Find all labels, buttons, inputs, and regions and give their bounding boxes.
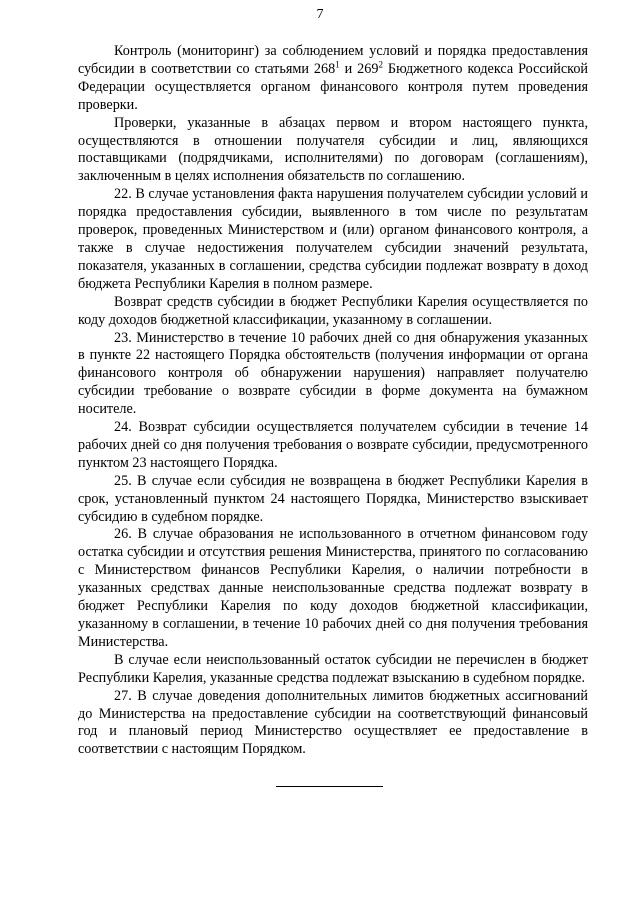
paragraph-clause-24: 24. Возврат субсидии осуществляется получателем субсидии в течение 14 рабочих дней со дня получения требования о возврате субсидии, предусмотренного пунктом 23 настоящего Порядка. — [78, 419, 588, 471]
paragraph-text: и 269 — [339, 60, 379, 77]
paragraph-clause-26: 26. В случае образования не использованного в отчетном финансовом году остатка субсидии и отсутствия решения Министерства, принятого по согласованию с Министерством финансов Республики Карелия, о наличии потребности в указанных средствах данные неиспользованные средства подлежат возврату в бюджет Республики Карелия по коду доходов бюджетной классификации, указанному в соглашении, в течение 10 рабочих дней со дня получения требования Министерства. — [78, 526, 588, 650]
superscript-1: 1 — [335, 59, 340, 70]
page-number: 7 — [316, 7, 324, 22]
paragraph-inspections: Проверки, указанные в абзацах первом и втором настоящего пункта, осуществляются в отношении получателя субсидии и лиц, являющихся поставщиками (подрядчиками, исполнителями) по договорам (соглашениям), заключенным в целях исполнения обязательств по соглашению. — [78, 114, 588, 185]
superscript-2: 2 — [378, 59, 383, 70]
paragraph-refund-code: Возврат средств субсидии в бюджет Республики Карелия осуществляется по коду доходов бюджетной классификации, указанному в соглашении. — [78, 293, 588, 328]
end-of-document-rule — [276, 786, 383, 787]
document-body — [78, 43, 588, 759]
paragraph-clause-22: 22. В случае установления факта нарушения получателем субсидии условий и порядка предоставления субсидии, выявленного в том числе по результатам проверок, проведенных Министерством и (или) органом финансового контроля, а также в случае недостижения получателем субсидии значений результата, показателя, указанных в соглашении, средства субсидии подлежат возврату в доход бюджета Республики Карелия в полном размере. — [78, 186, 588, 292]
paragraph-text: Бюджетного кодекса Российской Федерации осуществляется органом финансового контроля путем проведения проверки. — [78, 60, 589, 113]
paragraph-clause-27: 27. В случае доведения дополнительных лимитов бюджетных ассигнований до Министерства на предоставление субсидии на соответствующий финансовый год и плановый период Министерство осуществляет ее предоставление в соответствии с настоящим Порядком. — [78, 687, 588, 758]
paragraph-monitoring — [78, 43, 588, 115]
paragraph-clause-25: 25. В случае если субсидия не возвращена в бюджет Республики Карелия в срок, установленный пунктом 24 настоящего Порядка, Министерство взыскивает субсидию в судебном порядке. — [78, 472, 588, 525]
paragraph-text: Контроль (мониторинг) за соблюдением условий и порядка предоставления субсидии в соответствии со статьями 268 — [78, 43, 588, 77]
paragraph-clause-23: 23. Министерство в течение 10 рабочих дней со дня обнаружения указанных в пункте 22 настоящего Порядка обстоятельств (получения информации от органа финансового контроля об обнаружении нарушения) направляет получателю субсидии требование о возврате субсидии в форме документа на бумажном носителе. — [78, 329, 588, 418]
paragraph-recovery: В случае если неиспользованный остаток субсидии не перечислен в бюджет Республики Карелия, указанные средства подлежат взысканию в судебном порядке. — [78, 651, 588, 686]
